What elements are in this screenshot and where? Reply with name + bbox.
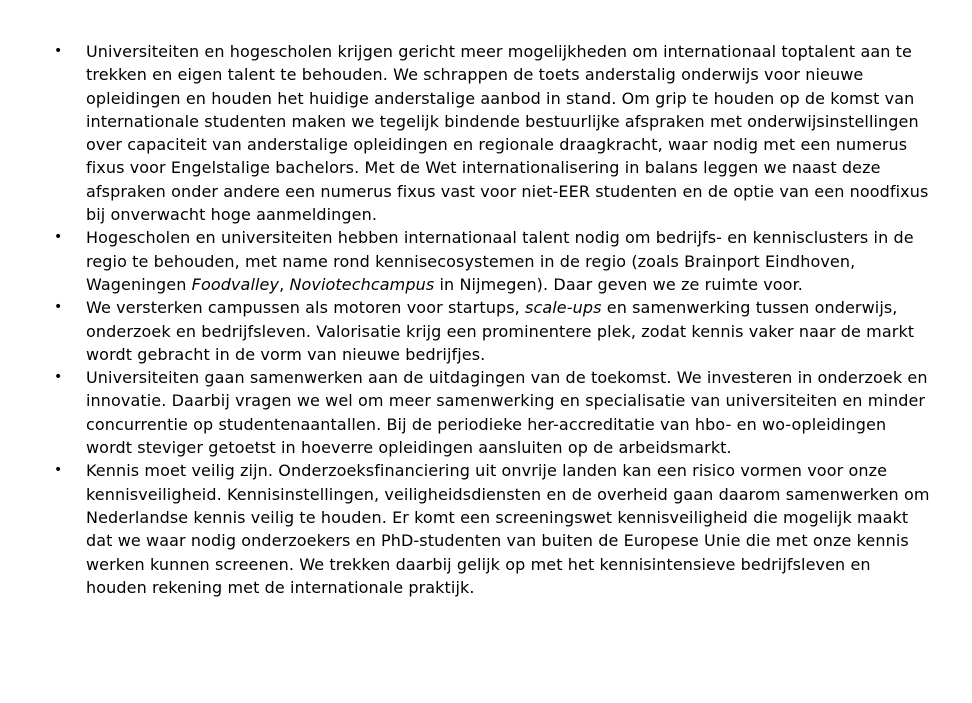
item-text-segment: en samenwerking tussen onderwijs, onderzoek en bedrijfsleven. Valorisatie krijg een prominentere plek, zodat kennis vaker naar de markt wordt gebracht in de vorm van nieuwe bedrijfjes. [86, 298, 915, 364]
italic-term: scale-ups [525, 298, 602, 318]
list-item-knowledge-security [0, 459, 972, 599]
bullet-list [0, 40, 972, 599]
list-item-regional-clusters [0, 226, 972, 296]
bullet-icon: • [54, 299, 63, 316]
bullet-icon: • [54, 369, 63, 386]
italic-term: Foodvalley [191, 274, 280, 294]
item-text-segment: in Nijmegen). Daar geven we ze ruimte voor. [434, 274, 803, 294]
document-page [0, 40, 972, 599]
list-item-universities-cooperation [0, 366, 972, 459]
list-item-campuses [0, 296, 972, 366]
item-text: Universiteiten en hogescholen krijgen gericht meer mogelijkheden om internationaal toptalent aan te trekken en eigen talent te behouden. We schrappen de toets anderstalig onderwijs voor nieuwe opleidingen en houden het huidige anderstalige aanbod in stand. Om grip te houden op de komst van internationale studenten maken we tegelijk bindende bestuurlijke afspraken met onderwijsinstellingen over capaciteit van anderstalige opleidingen en regionale draagkracht, waar nodig met een numerus fixus voor Engelstalige bachelors. Met de Wet internationalisering in balans leggen we naast deze afspraken onder andere een numerus fixus vast voor niet-EER studenten en de optie van een noodfixus bij onverwacht hoge aanmeldingen. [86, 42, 929, 225]
item-text: Kennis moet veilig zijn. Onderzoeksfinanciering uit onvrije landen kan een risico vormen voor onze kennisveiligheid. Kennisinstellingen, veiligheidsdiensten en de overheid gaan daarom samenwerken om Nederlandse kennis veilig te houden. Er komt een screeningswet kennisveiligheid die mogelijk maakt dat we waar nodig onderzoekers en PhD-studenten van buiten de Europese Unie die met onze kennis werken kunnen screenen. We trekken daarbij gelijk op met het kennisintensieve bedrijfsleven en houden rekening met de internationale praktijk. [86, 461, 930, 597]
item-text-segment: Hogescholen en universiteiten hebben internationaal talent nodig om bedrijfs- en kennisclusters in de regio te behouden, met name rond kennisecosystemen in de regio (zoals Brainport Eindhoven, Wageningen [86, 228, 914, 294]
item-text-segment: We versterken campussen als motoren voor startups, [86, 298, 526, 318]
item-text: Universiteiten gaan samenwerken aan de uitdagingen van de toekomst. We investeren in onderzoek en innovatie. Daarbij vragen we wel om meer samenwerking en specialisatie van universiteiten en minder concurrentie op studentenaantallen. Bij de periodieke her-accreditatie van hbo- en wo-opleidingen wordt steviger getoetst in hoeverre opleidingen aansluiten op de arbeidsmarkt. [86, 368, 928, 458]
item-text-segment: , [279, 274, 290, 294]
bullet-icon: • [54, 43, 63, 59]
list-item-talent [0, 40, 972, 226]
item-text [86, 228, 914, 294]
bullet-icon: • [54, 229, 63, 246]
item-text [86, 298, 914, 364]
italic-term: Noviotechcampus [289, 274, 435, 294]
bullet-icon: • [54, 462, 63, 479]
